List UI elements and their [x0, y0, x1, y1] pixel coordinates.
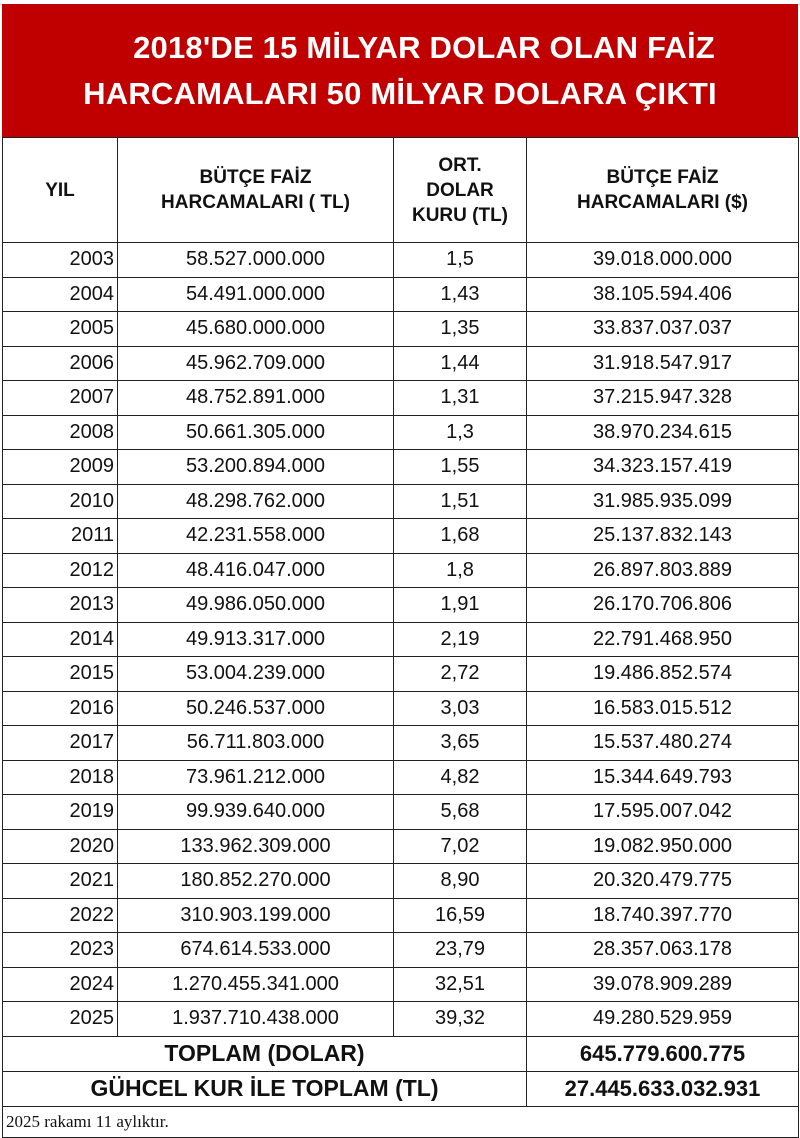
dollar-rate-cell: 39,32 [394, 1002, 527, 1037]
spending-usd-cell: 19.486.852.574 [527, 657, 799, 692]
spending-usd-cell: 38.970.234.615 [527, 415, 799, 450]
table-row [3, 967, 799, 1002]
year-cell: 2011 [3, 519, 118, 554]
year-cell: 2021 [3, 864, 118, 899]
spending-usd-cell: 26.170.706.806 [527, 588, 799, 623]
year-cell: 2008 [3, 415, 118, 450]
total-tl-row [3, 1071, 799, 1106]
spending-usd-cell: 33.837.037.037 [527, 312, 799, 347]
year-cell: 2007 [3, 381, 118, 416]
dollar-rate-cell: 8,90 [394, 864, 527, 899]
spending-usd-cell: 34.323.157.419 [527, 450, 799, 485]
spending-tl-cell: 42.231.558.000 [118, 519, 394, 554]
spending-usd-cell: 20.320.479.775 [527, 864, 799, 899]
spending-usd-cell: 31.985.935.099 [527, 484, 799, 519]
header-row [3, 138, 799, 243]
header-avg-dollar-rate: ORT. DOLAR KURU (TL) [394, 138, 527, 243]
table-row [3, 553, 799, 588]
footnote: 2025 rakamı 11 aylıktır. [3, 1106, 799, 1137]
title-line-1: 2018'DE 15 MİLYAR DOLAR OLAN FAİZ [133, 29, 715, 65]
total-dollar-label: TOPLAM (DOLAR) [3, 1036, 527, 1071]
table-row [3, 760, 799, 795]
spending-tl-cell: 674.614.533.000 [118, 933, 394, 968]
spending-tl-cell: 310.903.199.000 [118, 898, 394, 933]
year-cell: 2005 [3, 312, 118, 347]
year-cell: 2004 [3, 277, 118, 312]
table-row [3, 277, 799, 312]
spending-tl-cell: 49.913.317.000 [118, 622, 394, 657]
year-cell: 2009 [3, 450, 118, 485]
year-cell: 2017 [3, 726, 118, 761]
spending-tl-cell: 50.661.305.000 [118, 415, 394, 450]
dollar-rate-cell: 4,82 [394, 760, 527, 795]
year-cell: 2014 [3, 622, 118, 657]
dollar-rate-cell: 1,51 [394, 484, 527, 519]
footnote-row [3, 1106, 799, 1137]
header-year: YIL [3, 138, 118, 243]
spending-usd-cell: 17.595.007.042 [527, 795, 799, 830]
spending-usd-cell: 19.082.950.000 [527, 829, 799, 864]
year-cell: 2006 [3, 346, 118, 381]
table-row [3, 484, 799, 519]
table-row [3, 795, 799, 830]
spending-tl-cell: 53.200.894.000 [118, 450, 394, 485]
year-cell: 2024 [3, 967, 118, 1002]
spending-tl-cell: 45.680.000.000 [118, 312, 394, 347]
spending-tl-cell: 1.937.710.438.000 [118, 1002, 394, 1037]
dollar-rate-cell: 5,68 [394, 795, 527, 830]
spending-usd-cell: 18.740.397.770 [527, 898, 799, 933]
spending-usd-cell: 15.344.649.793 [527, 760, 799, 795]
year-cell: 2010 [3, 484, 118, 519]
spending-usd-cell: 39.078.909.289 [527, 967, 799, 1002]
dollar-rate-cell: 2,72 [394, 657, 527, 692]
table-row [3, 450, 799, 485]
spending-tl-cell: 180.852.270.000 [118, 864, 394, 899]
spending-usd-cell: 39.018.000.000 [527, 243, 799, 278]
dollar-rate-cell: 1,31 [394, 381, 527, 416]
spending-usd-cell: 49.280.529.959 [527, 1002, 799, 1037]
spending-tl-cell: 1.270.455.341.000 [118, 967, 394, 1002]
table-row [3, 726, 799, 761]
header-spending-tl: BÜTÇE FAİZ HARCAMALARI ( TL) [118, 138, 394, 243]
table-row [3, 243, 799, 278]
spending-usd-cell: 37.215.947.328 [527, 381, 799, 416]
table-row [3, 588, 799, 623]
spending-tl-cell: 99.939.640.000 [118, 795, 394, 830]
table-row [3, 829, 799, 864]
title-line-2: HARCAMALARI 50 MİLYAR DOLARA ÇIKTI [83, 75, 717, 111]
dollar-rate-cell: 1,35 [394, 312, 527, 347]
table-row [3, 622, 799, 657]
spending-tl-cell: 49.986.050.000 [118, 588, 394, 623]
table-row [3, 691, 799, 726]
dollar-rate-cell: 23,79 [394, 933, 527, 968]
year-cell: 2018 [3, 760, 118, 795]
table-row [3, 346, 799, 381]
spending-tl-cell: 53.004.239.000 [118, 657, 394, 692]
dollar-rate-cell: 1,44 [394, 346, 527, 381]
dollar-rate-cell: 3,65 [394, 726, 527, 761]
dollar-rate-cell: 16,59 [394, 898, 527, 933]
spending-usd-cell: 25.137.832.143 [527, 519, 799, 554]
year-cell: 2019 [3, 795, 118, 830]
table-row [3, 898, 799, 933]
dollar-rate-cell: 1,5 [394, 243, 527, 278]
spending-tl-cell: 73.961.212.000 [118, 760, 394, 795]
table-row [3, 864, 799, 899]
table-row [3, 312, 799, 347]
total-tl-value: 27.445.633.032.931 [527, 1071, 799, 1106]
interest-spending-table [2, 137, 799, 1138]
spending-usd-cell: 26.897.803.889 [527, 553, 799, 588]
year-cell: 2013 [3, 588, 118, 623]
total-tl-label: GÜHCEL KUR İLE TOPLAM (TL) [3, 1071, 527, 1106]
dollar-rate-cell: 1,91 [394, 588, 527, 623]
spending-tl-cell: 56.711.803.000 [118, 726, 394, 761]
dollar-rate-cell: 32,51 [394, 967, 527, 1002]
year-cell: 2003 [3, 243, 118, 278]
table-row [3, 1002, 799, 1037]
dollar-rate-cell: 1,8 [394, 553, 527, 588]
dollar-rate-cell: 7,02 [394, 829, 527, 864]
spending-tl-cell: 133.962.309.000 [118, 829, 394, 864]
header-spending-usd: BÜTÇE FAİZ HARCAMALARI ($) [527, 138, 799, 243]
total-dollar-row [3, 1036, 799, 1071]
dollar-rate-cell: 1,43 [394, 277, 527, 312]
table-row [3, 657, 799, 692]
dollar-rate-cell: 1,68 [394, 519, 527, 554]
table-row [3, 415, 799, 450]
year-cell: 2023 [3, 933, 118, 968]
spending-usd-cell: 16.583.015.512 [527, 691, 799, 726]
year-cell: 2016 [3, 691, 118, 726]
total-dollar-value: 645.779.600.775 [527, 1036, 799, 1071]
year-cell: 2020 [3, 829, 118, 864]
year-cell: 2025 [3, 1002, 118, 1037]
title-banner [2, 4, 798, 137]
spending-tl-cell: 48.752.891.000 [118, 381, 394, 416]
dollar-rate-cell: 3,03 [394, 691, 527, 726]
dollar-rate-cell: 1,55 [394, 450, 527, 485]
table-row [3, 933, 799, 968]
spending-usd-cell: 28.357.063.178 [527, 933, 799, 968]
spending-usd-cell: 22.791.468.950 [527, 622, 799, 657]
table-row [3, 381, 799, 416]
spending-tl-cell: 50.246.537.000 [118, 691, 394, 726]
dollar-rate-cell: 1,3 [394, 415, 527, 450]
dollar-rate-cell: 2,19 [394, 622, 527, 657]
spending-usd-cell: 31.918.547.917 [527, 346, 799, 381]
spending-tl-cell: 54.491.000.000 [118, 277, 394, 312]
spending-tl-cell: 45.962.709.000 [118, 346, 394, 381]
spending-tl-cell: 48.416.047.000 [118, 553, 394, 588]
spending-usd-cell: 15.537.480.274 [527, 726, 799, 761]
year-cell: 2015 [3, 657, 118, 692]
spending-usd-cell: 38.105.594.406 [527, 277, 799, 312]
year-cell: 2022 [3, 898, 118, 933]
spending-tl-cell: 48.298.762.000 [118, 484, 394, 519]
spending-tl-cell: 58.527.000.000 [118, 243, 394, 278]
table-row [3, 519, 799, 554]
year-cell: 2012 [3, 553, 118, 588]
